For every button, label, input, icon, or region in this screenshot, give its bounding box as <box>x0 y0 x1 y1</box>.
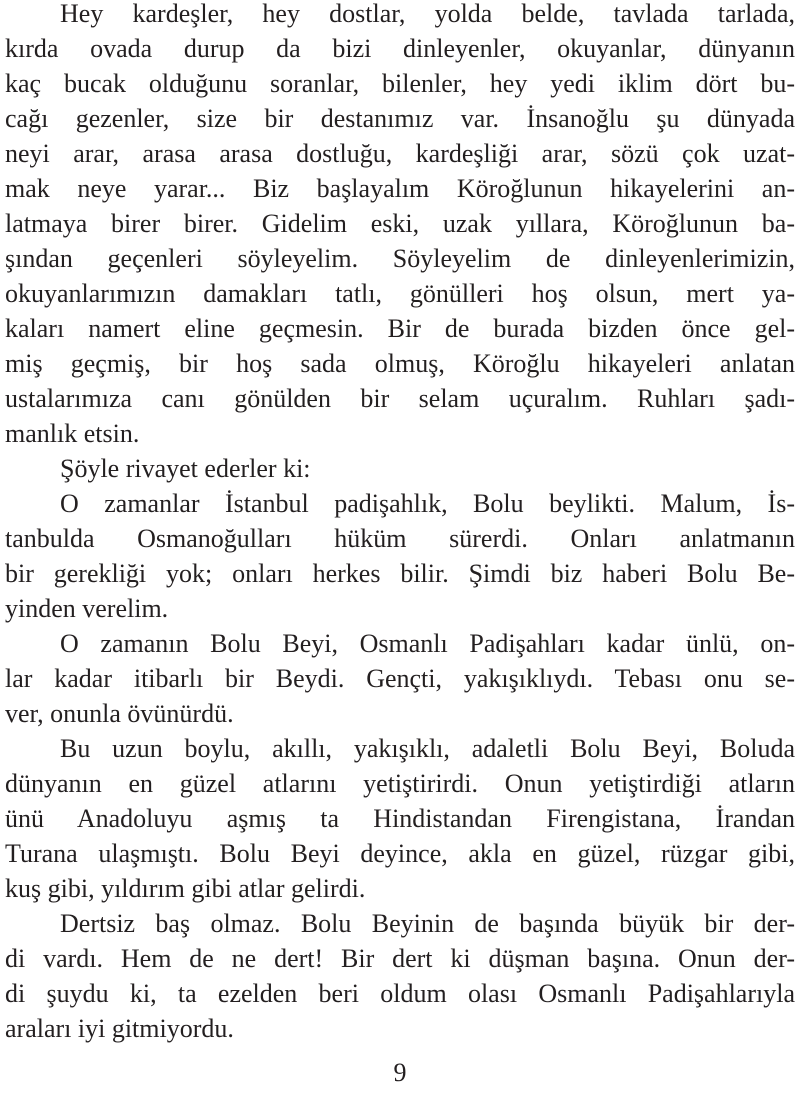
text-line: miş geçmiş, bir hoş sada olmuş, Köroğlu hikayeleri anlatan <box>5 349 795 378</box>
text-line: şından geçenleri söyleyelim. Söyleyelim de dinleyenlerimizin, <box>5 244 795 273</box>
text-line: Turana ulaşmıştı. Bolu Beyi deyince, akla en güzel, rüzgar gibi, <box>5 839 795 868</box>
paragraph <box>5 451 795 486</box>
text-line: ünü Anadoluyu aşmış ta Hindistandan Firengistana, İrandan <box>5 804 795 833</box>
text-line: ver, onunla övünürdü. <box>5 699 234 728</box>
paragraph <box>5 731 795 906</box>
page-number: 9 <box>393 1058 407 1087</box>
text-line: latmaya birer birer. Gidelim eski, uzak yıllara, Köroğlunun ba- <box>5 209 795 238</box>
text-line: O zamanlar İstanbul padişahlık, Bolu beylikti. Malum, İs- <box>60 489 795 518</box>
text-line: dünyanın en güzel atlarını yetiştirirdi. Onun yetiştirdiği atların <box>5 769 795 798</box>
paragraph <box>5 906 795 1046</box>
text-line: tanbulda Osmanoğulları hüküm sürerdi. Onları anlatmanın <box>5 524 795 553</box>
text-line: di şuydu ki, ta ezelden beri oldum olası Osmanlı Padişahlarıyla <box>5 979 795 1008</box>
text-line: yinden verelim. <box>5 594 169 623</box>
text-line: kırda ovada durup da bizi dinleyenler, okuyanlar, dünyanın <box>5 34 795 63</box>
text-line: araları iyi gitmiyordu. <box>5 1014 234 1043</box>
text-line: cağı gezenler, size bir destanımız var. İnsanoğlu şu dünyada <box>5 104 795 133</box>
text-line: manlık etsin. <box>5 419 140 448</box>
text-line: kaç bucak olduğunu soranlar, bilenler, hey yedi iklim dört bu- <box>5 69 795 98</box>
text-line: Dertsiz baş olmaz. Bolu Beyinin de başında büyük bir der- <box>60 909 795 938</box>
paragraph <box>5 626 795 731</box>
text-line: Şöyle rivayet ederler ki: <box>60 454 311 483</box>
text-line: kuş gibi, yıldırım gibi atlar gelirdi. <box>5 874 366 903</box>
paragraph <box>5 0 795 451</box>
paragraph <box>5 486 795 626</box>
text-line: mak neye yarar... Biz başlayalım Köroğlunun hikayelerini an- <box>5 174 795 203</box>
text-line: Bu uzun boylu, akıllı, yakışıklı, adaletli Bolu Beyi, Boluda <box>60 734 795 763</box>
text-line: kaları namert eline geçmesin. Bir de burada bizden önce gel- <box>5 314 795 343</box>
page-body-text <box>5 0 795 1046</box>
text-line: neyi arar, arasa arasa dostluğu, kardeşliği arar, sözü çok uzat- <box>5 139 795 168</box>
text-line: okuyanlarımızın damakları tatlı, gönülleri hoş olsun, mert ya- <box>5 279 795 308</box>
text-line: di vardı. Hem de ne dert! Bir dert ki düşman başına. Onun der- <box>5 944 795 973</box>
text-line: ustalarımıza canı gönülden bir selam uçuralım. Ruhları şadı- <box>5 384 795 413</box>
text-line: O zamanın Bolu Beyi, Osmanlı Padişahları kadar ünlü, on- <box>60 629 795 658</box>
text-line: Hey kardeşler, hey dostlar, yolda belde, tavlada tarlada, <box>60 0 795 28</box>
text-line: bir gerekliği yok; onları herkes bilir. Şimdi biz haberi Bolu Be- <box>5 559 795 588</box>
text-line: lar kadar itibarlı bir Beydi. Gençti, yakışıklıydı. Tebası onu se- <box>5 664 795 693</box>
